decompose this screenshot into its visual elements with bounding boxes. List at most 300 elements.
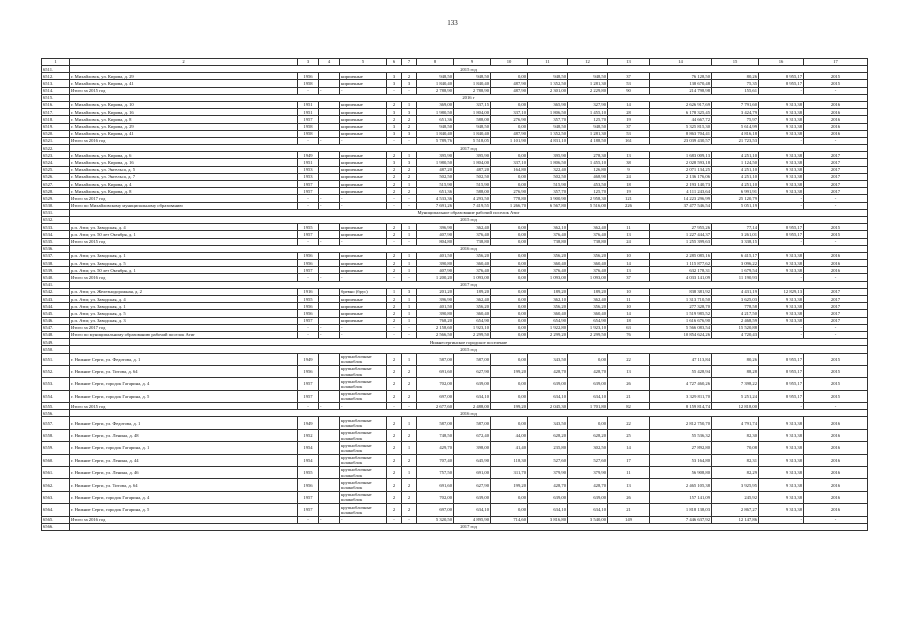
- address-cell: г. Михайловск, ул. Кирова, д. 29: [70, 73, 298, 80]
- table-cell: 634,10: [568, 504, 608, 516]
- table-cell: 1: [402, 231, 417, 238]
- table-row: [42, 403, 868, 410]
- table-cell: 1 840,40: [417, 80, 454, 87]
- address-cell: Итого по Михайловскому муниципальному образованию: [70, 202, 298, 209]
- table-cell: 2: [387, 252, 402, 259]
- table-cell: 360,40: [454, 260, 491, 267]
- table-cell: 515,90: [454, 181, 491, 188]
- table-cell: 199,20: [491, 479, 528, 491]
- table-cell: крупноблочные шлакоблок: [340, 442, 387, 454]
- row-number: 6530.: [42, 202, 70, 209]
- table-cell: 398,00: [454, 442, 491, 454]
- table-cell: 587,00: [417, 417, 454, 429]
- table-cell: 639,00: [528, 378, 568, 390]
- table-cell: 18: [608, 181, 650, 188]
- table-cell: крупноблочные шлакоблок: [340, 491, 387, 503]
- table-cell: 5 518,05: [454, 137, 491, 144]
- table-cell: 2: [387, 467, 402, 479]
- table-cell: 2: [387, 224, 402, 231]
- table-cell: 587,00: [454, 417, 491, 429]
- table-cell: 2015: [804, 378, 868, 390]
- table-cell: 0,00: [491, 296, 528, 303]
- table-cell: 2: [387, 188, 402, 195]
- table-cell: [319, 231, 340, 238]
- table-cell: 1956: [298, 303, 319, 310]
- table-cell: 2: [387, 152, 402, 159]
- table-cell: 697,00: [417, 504, 454, 516]
- table-row: [42, 390, 868, 402]
- table-row: [42, 516, 868, 523]
- table-cell: 1 352,50: [528, 130, 568, 137]
- table-cell: 3 900,90: [528, 195, 568, 202]
- table-cell: -: [402, 324, 417, 331]
- table-cell: 1 922,80: [528, 324, 568, 331]
- table-cell: 428,70: [528, 365, 568, 377]
- table-cell: 9 313,38: [759, 317, 804, 324]
- table-cell: 1916: [298, 288, 319, 295]
- table-cell: 2 788,90: [417, 87, 454, 94]
- table-cell: 1 352,50: [528, 80, 568, 87]
- row-number: 6536.: [42, 245, 70, 252]
- table-cell: 651,36: [417, 188, 454, 195]
- table-cell: 1957: [298, 390, 319, 402]
- table-cell: [319, 252, 340, 259]
- table-cell: 37: [608, 123, 650, 130]
- table-cell: 38: [608, 159, 650, 166]
- table-cell: 1 093,00: [454, 274, 491, 281]
- table-cell: 1 840,40: [417, 130, 454, 137]
- table-cell: 4 251,10: [712, 181, 759, 188]
- table-cell: -: [804, 274, 868, 281]
- table-cell: 1 806,50: [528, 109, 568, 116]
- table-cell: 47 113,84: [650, 353, 712, 365]
- table-cell: 6 178 325,45: [650, 109, 712, 116]
- address-cell: р.п. Атиг, ул. Заводская, д. 1: [70, 252, 298, 259]
- column-header-11: 11: [528, 59, 568, 66]
- table-cell: крупноблочные шлакоблок: [340, 378, 387, 390]
- section-header-row: [42, 339, 868, 346]
- table-cell: 2: [387, 417, 402, 429]
- table-cell: 21: [608, 504, 650, 516]
- table-row: [42, 504, 868, 516]
- table-cell: 214 798,98: [650, 87, 712, 94]
- table-cell: -: [319, 195, 340, 202]
- table-cell: 3 625,03: [712, 296, 759, 303]
- table-cell: 9 313,38: [759, 260, 804, 267]
- table-cell: [319, 152, 340, 159]
- table-cell: 22: [608, 353, 650, 365]
- table-cell: 4 217,50: [712, 310, 759, 317]
- address-cell: р.п. Атиг, ул. Заводская, д. 4: [70, 296, 298, 303]
- section-header-row: [42, 94, 868, 101]
- address-cell: Итого за 2016 год: [70, 137, 298, 144]
- table-cell: [319, 504, 340, 516]
- table-cell: 2: [387, 491, 402, 503]
- table-cell: 1949: [298, 353, 319, 365]
- address-cell: г. Нижние Серги, ул. Ленина, д. 44: [70, 454, 298, 466]
- table-cell: 3: [402, 80, 417, 87]
- row-number: 6525.: [42, 166, 70, 173]
- table-cell: 277 328,70: [650, 303, 712, 310]
- table-cell: 121: [608, 195, 650, 202]
- table-cell: 11 190,93: [712, 274, 759, 281]
- table-cell: 369,00: [417, 101, 454, 108]
- table-cell: 8 955,17: [759, 378, 804, 390]
- row-number: 6547.: [42, 324, 70, 331]
- table-cell: 2 045,30: [528, 403, 568, 410]
- row-number: 6553.: [42, 378, 70, 390]
- table-cell: 7 398,22: [712, 378, 759, 390]
- table-cell: 1957: [298, 267, 319, 274]
- table-cell: 149: [608, 516, 650, 523]
- table-cell: 0,00: [491, 152, 528, 159]
- table-cell: -: [804, 137, 868, 144]
- table-cell: 401,50: [417, 252, 454, 259]
- table-cell: -: [402, 87, 417, 94]
- table-cell: 2: [387, 267, 402, 274]
- table-cell: 515,90: [528, 181, 568, 188]
- table-cell: [319, 491, 340, 503]
- table-cell: 2 299,50: [454, 331, 491, 338]
- table-cell: 15 520,88: [712, 324, 759, 331]
- table-cell: [319, 159, 340, 166]
- table-cell: бревно (брус): [340, 288, 387, 295]
- table-cell: 588,00: [454, 188, 491, 195]
- column-header-12: 12: [568, 59, 608, 66]
- table-cell: 2 812 750,70: [650, 417, 712, 429]
- address-cell: р.п. Атиг, ул. Заводская, д. 5: [70, 260, 298, 267]
- table-cell: 7 791,60: [712, 101, 759, 108]
- address-cell: Итого за 2017 год: [70, 195, 298, 202]
- row-number: 6532.: [42, 216, 70, 223]
- table-cell: 11: [608, 224, 650, 231]
- table-cell: 2: [402, 429, 417, 441]
- table-cell: 1956: [298, 260, 319, 267]
- table-cell: 2016: [804, 467, 868, 479]
- table-cell: 138 670,48: [650, 80, 712, 87]
- table-cell: 2016: [804, 491, 868, 503]
- table-cell: 639,00: [568, 378, 608, 390]
- table-row: [42, 123, 868, 130]
- table-cell: -: [298, 195, 319, 202]
- table-cell: 360,40: [528, 310, 568, 317]
- table-cell: -: [804, 516, 868, 523]
- table-cell: 1: [402, 310, 417, 317]
- table-cell: 1 093,00: [568, 274, 608, 281]
- table-cell: -: [319, 238, 340, 245]
- table-cell: 1: [402, 317, 417, 324]
- table-cell: 1955: [298, 296, 319, 303]
- table-cell: -: [387, 238, 402, 245]
- table-cell: 1 701,80: [568, 403, 608, 410]
- table-cell: 1: [402, 267, 417, 274]
- column-header-3: 3: [298, 59, 319, 66]
- table-cell: 3 424,79: [712, 109, 759, 116]
- table-cell: 588,00: [454, 116, 491, 123]
- table-cell: -: [298, 137, 319, 144]
- table-cell: -: [402, 202, 417, 209]
- row-number: 6524.: [42, 159, 70, 166]
- row-number: 6531.: [42, 209, 70, 216]
- table-cell: 1957: [298, 317, 319, 324]
- table-cell: 327,90: [568, 101, 608, 108]
- table-cell: 707,40: [417, 454, 454, 466]
- address-cell: г. Нижние Серги, городок Гагарина, д. 4: [70, 378, 298, 390]
- table-cell: 161: [608, 137, 650, 144]
- table-cell: -: [402, 137, 417, 144]
- table-cell: 1 313 710,50: [650, 296, 712, 303]
- table-cell: 14: [608, 101, 650, 108]
- row-number: 6552.: [42, 365, 70, 377]
- table-cell: 12 818,00: [712, 403, 759, 410]
- table-cell: 838 381,92: [650, 288, 712, 295]
- table-cell: 0,00: [491, 504, 528, 516]
- table-cell: 2: [387, 310, 402, 317]
- table-cell: 4 251,10: [712, 173, 759, 180]
- table-cell: 1 227 444,37: [650, 231, 712, 238]
- table-cell: -: [759, 195, 804, 202]
- table-cell: 1 281,30: [568, 80, 608, 87]
- address-cell: г. Михайловск, ул. Кирова, д. 8: [70, 116, 298, 123]
- address-cell: р.п. Атиг, ул. 50 лет Октября, д. 1: [70, 231, 298, 238]
- section-title: Нижнесергинское городское поселение: [70, 339, 868, 346]
- table-cell: 2016: [804, 101, 868, 108]
- table-cell: 2: [402, 365, 417, 377]
- table-cell: 654,90: [454, 317, 491, 324]
- row-number: 6550.: [42, 346, 70, 353]
- table-cell: 13: [608, 231, 650, 238]
- row-number: 6521.: [42, 137, 70, 144]
- table-cell: 0,00: [491, 173, 528, 180]
- table-cell: 10 854 624,26: [650, 331, 712, 338]
- table-cell: 75,97: [712, 116, 759, 123]
- table-cell: 2: [402, 188, 417, 195]
- table-row: [42, 109, 868, 116]
- address-cell: г. Нижние Серги, городок Гагарина, д. 5: [70, 504, 298, 516]
- table-cell: 356,20: [454, 303, 491, 310]
- table-cell: кирпичные: [340, 252, 387, 259]
- table-cell: [319, 454, 340, 466]
- table-cell: 13: [608, 365, 650, 377]
- table-cell: 0,00: [491, 123, 528, 130]
- row-number: 6543.: [42, 296, 70, 303]
- table-cell: 2015: [804, 353, 868, 365]
- table-cell: 1 923,10: [454, 324, 491, 331]
- table-row: [42, 173, 868, 180]
- table-row: [42, 188, 868, 195]
- row-number: 6539.: [42, 267, 70, 274]
- table-cell: 2 229,80: [568, 87, 608, 94]
- table-cell: 80,26: [712, 73, 759, 80]
- table-cell: 157 141,09: [650, 491, 712, 503]
- row-number: 6563.: [42, 491, 70, 503]
- table-cell: 82,29: [712, 467, 759, 479]
- section-header-row: [42, 209, 868, 216]
- table-cell: 1 115 877,62: [650, 260, 712, 267]
- section-header-row: [42, 66, 868, 73]
- table-cell: 0,00: [568, 417, 608, 429]
- table-cell: 356,20: [528, 303, 568, 310]
- table-cell: кирпичные: [340, 159, 387, 166]
- table-cell: 9 313,38: [759, 303, 804, 310]
- table-cell: 1956: [298, 73, 319, 80]
- row-number: 6558.: [42, 429, 70, 441]
- table-cell: 2 958,30: [568, 195, 608, 202]
- table-cell: 8 955,17: [759, 365, 804, 377]
- table-cell: кирпичные: [340, 317, 387, 324]
- table-cell: 527,60: [568, 454, 608, 466]
- table-cell: 278,30: [568, 152, 608, 159]
- table-cell: крупноблочные шлакоблок: [340, 479, 387, 491]
- table-cell: 44 667,72: [650, 116, 712, 123]
- table-cell: 2: [387, 378, 402, 390]
- table-cell: 9 313,38: [759, 252, 804, 259]
- table-cell: 4 251,10: [712, 166, 759, 173]
- table-row: [42, 137, 868, 144]
- table-cell: 6 991,91: [712, 188, 759, 195]
- table-cell: 26: [608, 378, 650, 390]
- table-cell: 487,20: [454, 166, 491, 173]
- table-cell: -: [804, 324, 868, 331]
- table-cell: кирпичные: [340, 303, 387, 310]
- table-cell: кирпичные: [340, 116, 387, 123]
- table-cell: 2: [387, 181, 402, 188]
- table-row: [42, 442, 868, 454]
- table-cell: 1949: [298, 152, 319, 159]
- table-cell: -: [759, 202, 804, 209]
- table-cell: крупноблочные шлакоблок: [340, 467, 387, 479]
- table-row: [42, 274, 868, 281]
- table-cell: 1 806,50: [528, 159, 568, 166]
- table-cell: 76 128,50: [650, 73, 712, 80]
- section-title: 2016 г: [70, 94, 868, 101]
- table-cell: [319, 378, 340, 390]
- table-cell: 627,90: [454, 479, 491, 491]
- table-cell: -: [387, 195, 402, 202]
- table-cell: -: [402, 238, 417, 245]
- table-cell: -: [340, 516, 387, 523]
- table-cell: 2 468,59: [712, 317, 759, 324]
- table-cell: 2017: [804, 173, 868, 180]
- address-cell: г. Михайловск, ул. Кирова, д. 10: [70, 101, 298, 108]
- table-cell: 468,90: [568, 173, 608, 180]
- row-number: 6511.: [42, 66, 70, 73]
- table-cell: 1 840,40: [454, 130, 491, 137]
- table-cell: крупноблочные шлакоблок: [340, 504, 387, 516]
- row-number: 6566.: [42, 523, 70, 530]
- table-cell: -: [759, 403, 804, 410]
- table-cell: 3 096,22: [712, 260, 759, 267]
- table-cell: 1957: [298, 504, 319, 516]
- table-cell: кирпичные: [340, 310, 387, 317]
- table-cell: 487,90: [491, 130, 528, 137]
- table-cell: 453,50: [568, 181, 608, 188]
- table-cell: 5 516,00: [568, 202, 608, 209]
- column-header-4: 4: [319, 59, 340, 66]
- table-row: [42, 491, 868, 503]
- table-cell: 1: [402, 224, 417, 231]
- table-cell: -: [319, 137, 340, 144]
- address-cell: г. Михайловск, ул. Энгельса, д. 7: [70, 173, 298, 180]
- table-cell: 691,60: [417, 479, 454, 491]
- table-cell: 199,20: [491, 365, 528, 377]
- table-cell: 0,00: [568, 353, 608, 365]
- table-cell: 362,40: [568, 296, 608, 303]
- table-cell: 2: [387, 442, 402, 454]
- row-number: 6528.: [42, 188, 70, 195]
- table-cell: 1 200,20: [417, 274, 454, 281]
- address-cell: г. Михайловск, ул. Кирова, д. 8: [70, 188, 298, 195]
- column-header-6: 6: [387, 59, 402, 66]
- section-header-row: [42, 523, 868, 530]
- table-cell: 8 955,17: [759, 231, 804, 238]
- table-row: [42, 303, 868, 310]
- table-cell: крупноблочные шлакоблок: [340, 390, 387, 402]
- table-cell: -: [387, 87, 402, 94]
- table-cell: 19: [608, 116, 650, 123]
- table-cell: 9 313,38: [759, 417, 804, 429]
- table-cell: 502,50: [528, 173, 568, 180]
- table-cell: -: [319, 331, 340, 338]
- table-cell: 691,00: [454, 467, 491, 479]
- column-header-5: 5: [340, 59, 387, 66]
- table-row: [42, 130, 868, 137]
- table-cell: 0,00: [491, 317, 528, 324]
- row-number: 6534.: [42, 231, 70, 238]
- address-cell: г. Михайловск, ул. Кирова, д. 6: [70, 152, 298, 159]
- table-cell: 1 923,10: [568, 324, 608, 331]
- table-cell: 8 955,17: [759, 73, 804, 80]
- table-cell: 2 071 134,25: [650, 166, 712, 173]
- table-cell: 0,00: [491, 324, 528, 331]
- table-cell: [319, 73, 340, 80]
- address-cell: г. Михайловск, ул. Кирова, д. 29: [70, 123, 298, 130]
- table-cell: 1957: [298, 188, 319, 195]
- table-cell: 2016: [804, 454, 868, 466]
- table-cell: -: [759, 137, 804, 144]
- table-cell: 0,00: [491, 181, 528, 188]
- table-cell: 2016: [804, 442, 868, 454]
- table-cell: 0,00: [491, 417, 528, 429]
- table-cell: 778,58: [712, 303, 759, 310]
- table-cell: 37 477 546,54: [650, 202, 712, 209]
- table-cell: 2016: [804, 116, 868, 123]
- row-number: 6565.: [42, 516, 70, 523]
- table-row: [42, 479, 868, 491]
- table-cell: 6 415,17: [712, 252, 759, 259]
- table-cell: 1: [402, 296, 417, 303]
- table-cell: кирпичные: [340, 188, 387, 195]
- section-title: Муниципальное образование рабочий поселок Атиг: [70, 209, 868, 216]
- table-cell: [319, 224, 340, 231]
- table-cell: -: [387, 516, 402, 523]
- column-header-2: 2: [70, 59, 298, 66]
- table-cell: 1 683 009,13: [650, 152, 712, 159]
- table-cell: -: [387, 274, 402, 281]
- table-cell: 0,00: [491, 231, 528, 238]
- table-cell: 2015: [804, 80, 868, 87]
- address-cell: р.п. Атиг, ул. Заводская, д. 5: [70, 310, 298, 317]
- table-cell: [319, 109, 340, 116]
- table-cell: 2 299,50: [568, 331, 608, 338]
- table-cell: 376,40: [454, 231, 491, 238]
- row-number: 6556.: [42, 410, 70, 417]
- table-cell: 77,14: [712, 224, 759, 231]
- row-number: 6542.: [42, 288, 70, 295]
- table-cell: 702,00: [417, 491, 454, 503]
- table-cell: 362,10: [528, 224, 568, 231]
- table-cell: 356,20: [454, 252, 491, 259]
